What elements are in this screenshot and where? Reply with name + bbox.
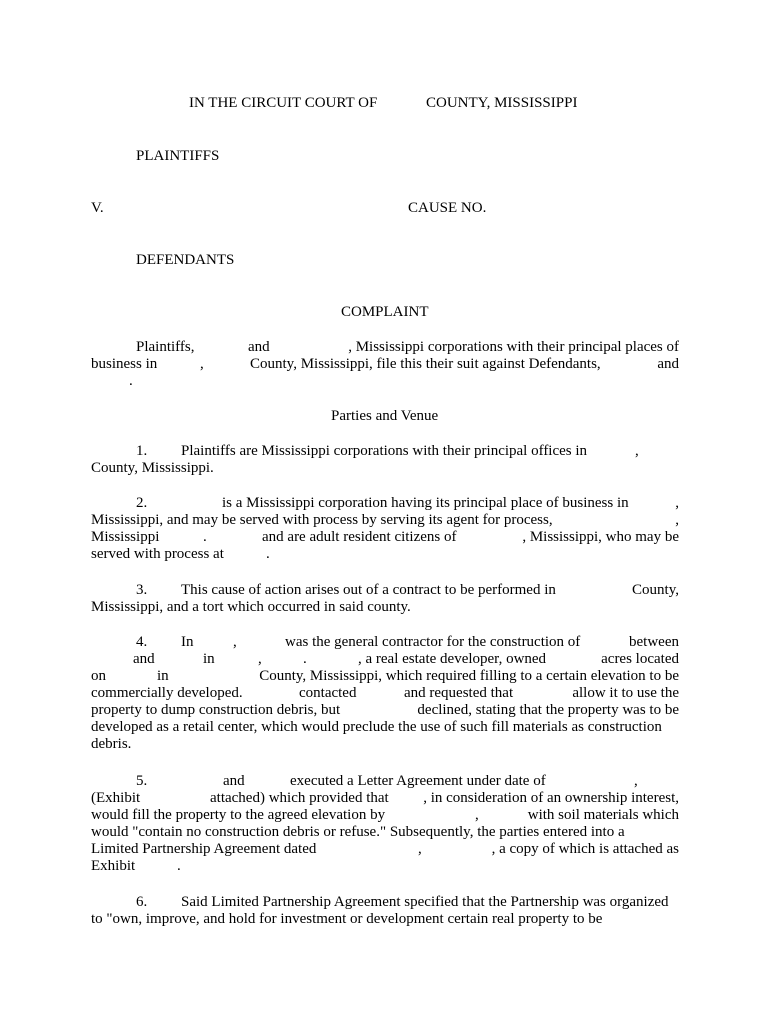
paragraph-6-line: 6. Said Limited Partnership Agreement specified that the Partnership was organized: [136, 894, 669, 910]
paragraph-4-line: developed as a retail center, which would preclude the use of such fill materials as construction: [91, 719, 662, 735]
paragraph-3-line: Mississippi, and a tort which occurred in said county.: [91, 599, 411, 615]
paragraph-2-line: Mississippi, and may be served with process by serving its agent for process, ,: [91, 512, 679, 528]
paragraph-5-line: Exhibit .: [91, 858, 181, 874]
intro-line: business in , County, Mississippi, file this their suit against Defendants, and: [91, 356, 679, 372]
paragraph-2-line: served with process at .: [91, 546, 270, 562]
paragraph-5-line: would fill the property to the agreed elevation by , with soil materials which: [91, 807, 679, 823]
paragraph-5-line: 5. and executed a Letter Agreement under date of ,: [136, 773, 638, 789]
paragraph-4-line: property to dump construction debris, but declined, stating that the property was to be: [91, 702, 679, 718]
court-heading-left: IN THE CIRCUIT COURT OF: [189, 95, 378, 111]
intro-line: Plaintiffs, and , Mississippi corporations with their principal places of: [136, 339, 679, 355]
paragraph-1-line: County, Mississippi.: [91, 460, 214, 476]
paragraph-5-line: (Exhibit attached) which provided that , in consideration of an ownership interest,: [91, 790, 679, 806]
plaintiffs-label: PLAINTIFFS: [136, 148, 220, 164]
paragraph-number: 6.: [136, 894, 148, 910]
paragraph-4-line: commercially developed. contacted and requested that allow it to use the: [91, 685, 679, 701]
cause-number-label: CAUSE NO.: [408, 200, 487, 216]
paragraph-5-line: Limited Partnership Agreement dated , , a copy of which is attached as: [91, 841, 679, 857]
paragraph-2-line: 2. is a Mississippi corporation having its principal place of business in ,: [136, 495, 679, 511]
paragraph-number: 3.: [136, 582, 148, 598]
paragraph-number: 1.: [136, 443, 148, 459]
paragraph-4-line: and in , . , a real estate developer, owned acres located: [133, 651, 679, 667]
paragraph-number: 5.: [136, 773, 148, 789]
versus-label: V.: [91, 200, 104, 216]
paragraph-3-line: 3. This cause of action arises out of a contract to be performed in County,: [136, 582, 679, 598]
defendants-label: DEFENDANTS: [136, 252, 235, 268]
paragraph-number: 4.: [136, 634, 148, 650]
paragraph-4-line: 4. In , was the general contractor for the construction of between: [136, 634, 679, 650]
document-title: COMPLAINT: [341, 304, 429, 320]
section-heading: Parties and Venue: [331, 408, 439, 424]
paragraph-1-line: 1. Plaintiffs are Mississippi corporations with their principal offices in ,: [136, 443, 639, 459]
paragraph-6-line: to "own, improve, and hold for investment or development certain real property to be: [91, 911, 603, 927]
court-heading-right: COUNTY, MISSISSIPPI: [426, 95, 578, 111]
paragraph-4-line: on in County, Mississippi, which required filling to a certain elevation to be: [91, 668, 679, 684]
intro-line: .: [129, 373, 133, 389]
paragraph-2-line: Mississippi . and are adult resident citizens of , Mississippi, who may be: [91, 529, 679, 545]
paragraph-4-line: debris.: [91, 736, 132, 752]
paragraph-5-line: would "contain no construction debris or refuse." Subsequently, the parties entered into a: [91, 824, 625, 840]
paragraph-number: 2.: [136, 495, 148, 511]
